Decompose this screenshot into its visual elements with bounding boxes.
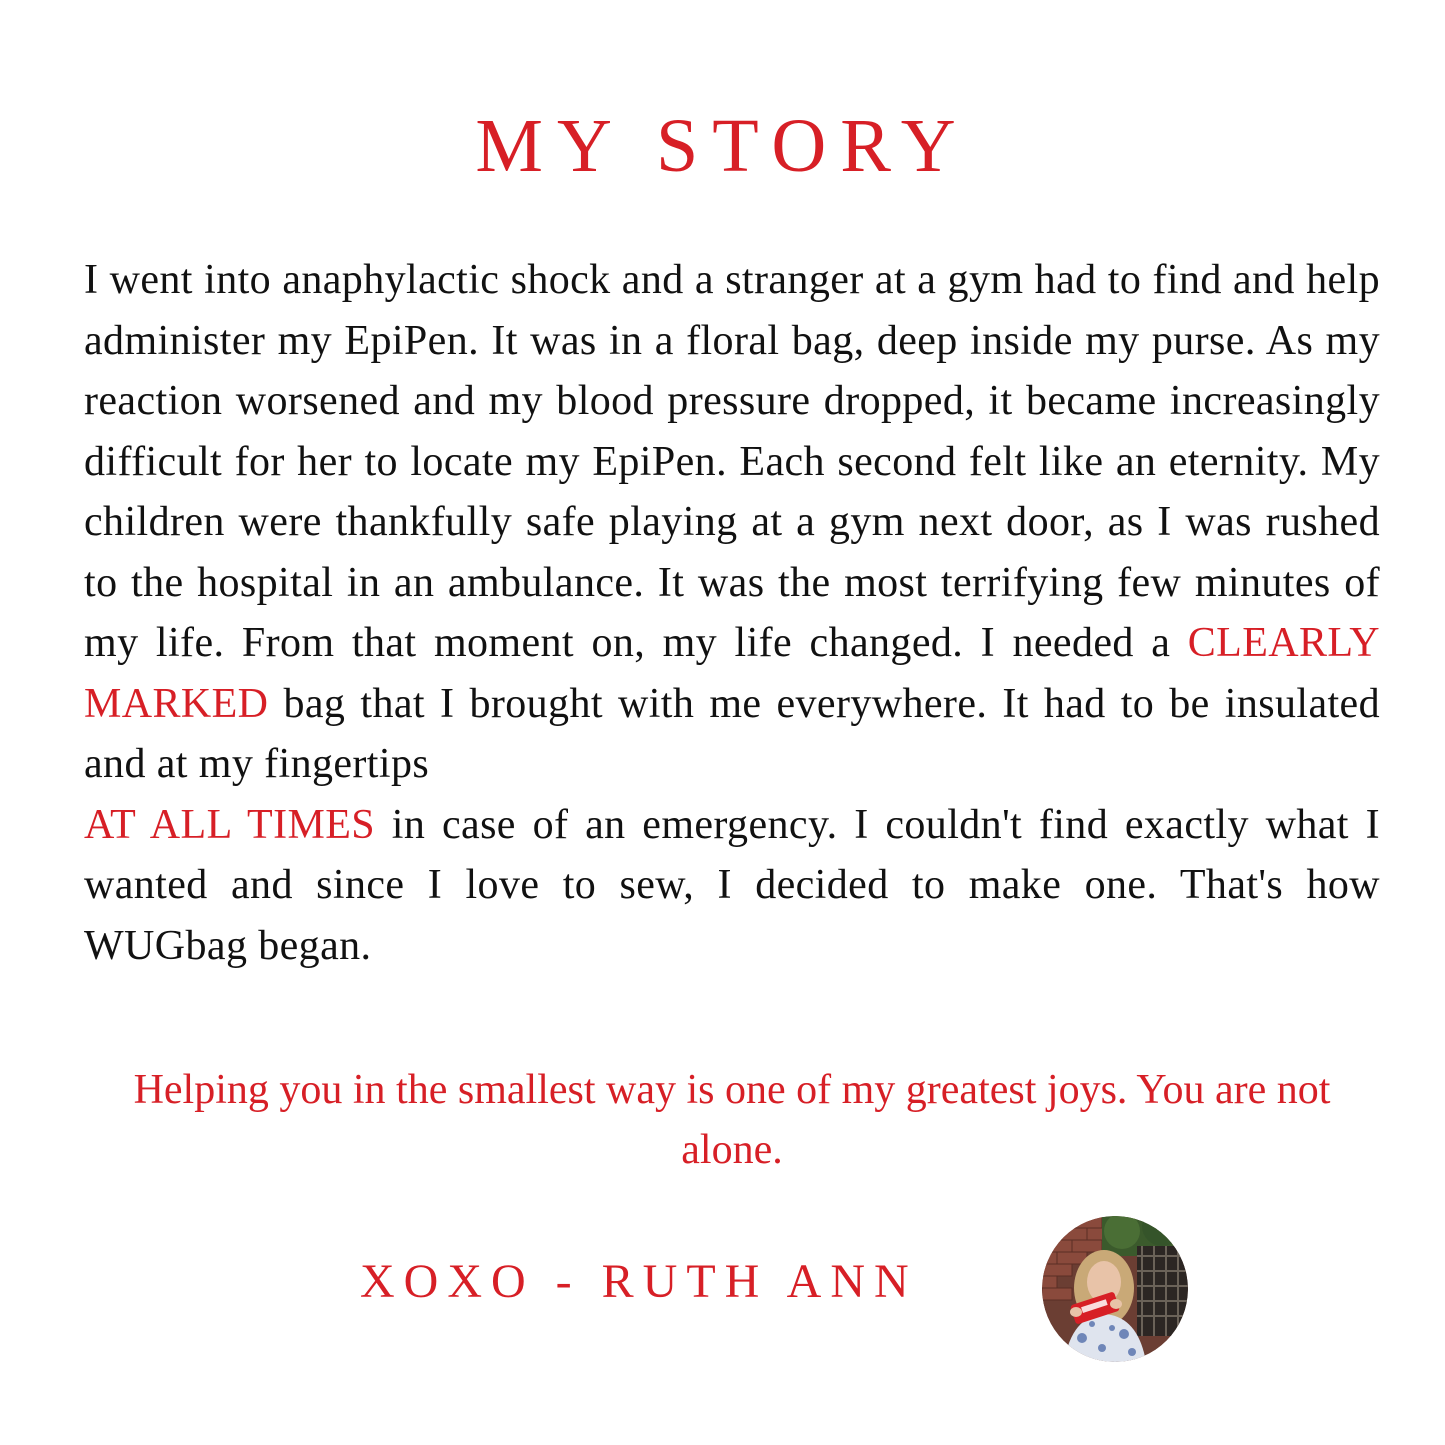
avatar <box>1042 1216 1188 1362</box>
signoff: XOXO - RUTH ANN <box>360 1255 918 1308</box>
story-part-3: in case of an emergency. I couldn't find exactly what I wanted and since I love to sew, I decided to make one. That's how WUGbag began. <box>84 801 1380 969</box>
story-part-2: bag that I brought with me everywhere. It had to be insulated and at my fingertips <box>84 680 1380 787</box>
page-title: MY STORY <box>475 104 970 188</box>
closing-message: Helping you in the smallest way is one of my greatest joys. You are not alone. <box>133 1067 1331 1173</box>
profile-photo-icon <box>1042 1216 1188 1362</box>
highlight-at-all-times: AT ALL TIMES <box>84 801 376 848</box>
story-text <box>84 250 1380 976</box>
highlight-clearly-marked: CLEARLY MARKED <box>84 620 1380 727</box>
story-part-1: I went into anaphylactic shock and a stranger at a gym had to find and help administer my EpiPen. It was in a floral bag, deep inside my purse. As my reaction worsened and my blood pressure dropped, it became increasingly difficult for her to locate my EpiPen. Each second felt like an eternity. My children were thankfully safe playing at a gym next door, as I was rushed to the hospital in an ambulance. It was the most terrifying few minutes of my life. From that moment on, my life changed. I needed a <box>84 257 1380 666</box>
